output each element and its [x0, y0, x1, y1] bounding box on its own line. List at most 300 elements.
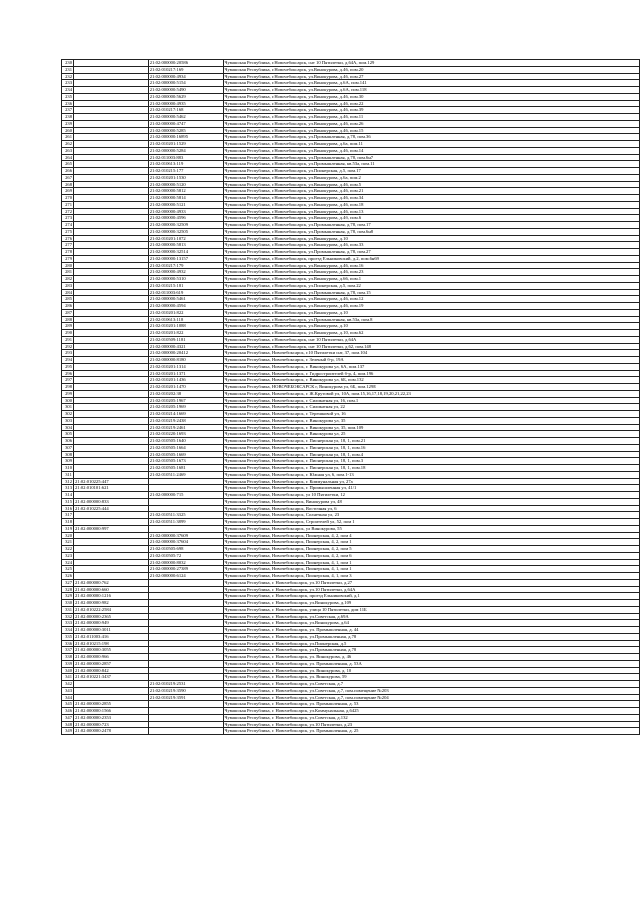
address-cell: Чувашская Республика, г. Новочебоксарск, ул.Винокурова, д.64: [223, 620, 640, 627]
object-cadastral-number-cell: [148, 627, 223, 634]
object-cadastral-number-cell: 21:02:010214:1669: [148, 411, 223, 418]
address-cell: Чувашская Республика, г.Новочебоксарск, ул.Винокурова, д.46, пом.20: [223, 66, 640, 73]
row-number-cell: 291: [62, 336, 74, 343]
address-cell: Чувашская Республика, г. Новочебоксарск, ул. Промышленная, д. 53: [223, 701, 640, 708]
row-number-cell: 263: [62, 147, 74, 154]
object-cadastral-number-cell: 21:02:010205:1967: [148, 397, 223, 404]
table-row: [62, 465, 640, 472]
object-cadastral-number-cell: 21:02:010219:3590: [148, 687, 223, 694]
object-cadastral-number-cell: 21:02:000000:5813: [148, 242, 223, 249]
table-row: [62, 181, 640, 188]
table-row: [62, 546, 640, 553]
table-row: [62, 505, 640, 512]
address-cell: Чувашская Республика, г.Новочебоксарск, ул.Винокурова, д.46, пом.30: [223, 93, 640, 100]
table-row: [62, 195, 640, 202]
address-cell: Чувашская Республика, Новочебоксарск, г. Винокурова ул, 6А, пом.137: [223, 363, 640, 370]
object-cadastral-number-cell: 21:02:000000:4934: [148, 73, 223, 80]
object-cadastral-number-cell: 21:02:010505:698: [148, 546, 223, 553]
row-number-cell: 301: [62, 404, 74, 411]
row-number-cell: 322: [62, 546, 74, 553]
object-cadastral-number-cell: 21:02:000000:20586: [148, 60, 223, 67]
address-cell: Чувашская Республика, г.Новочебоксарск, ул.Винокурова, д.46, пом.11: [223, 114, 640, 121]
row-number-cell: 235: [62, 93, 74, 100]
table-row: [62, 586, 640, 593]
land-cadastral-number-cell: [73, 566, 148, 573]
address-cell: Чувашская Республика, г.Новочебоксарск, ул.Промышленная, д.78, пом.36: [223, 134, 640, 141]
object-cadastral-number-cell: 21:02:000000:37609: [148, 532, 223, 539]
object-cadastral-number-cell: 21:02:010201:1371: [148, 370, 223, 377]
land-cadastral-number-cell: [73, 694, 148, 701]
address-cell: Чувашская Республика, г.Новочебоксарск, проезд Ельниковский, д.2, пом.6н69: [223, 255, 640, 262]
table-row: [62, 701, 640, 708]
object-cadastral-number-cell: 21:02:010505:1673: [148, 458, 223, 465]
land-cadastral-number-cell: [73, 417, 148, 424]
land-cadastral-number-cell: [73, 343, 148, 350]
land-cadastral-number-cell: [73, 215, 148, 222]
address-cell: Чувашская Республика, г.Новочебоксарск, ул.Винокурова, д.46, пом.33: [223, 242, 640, 249]
table-row: [62, 377, 640, 384]
table-row: [62, 485, 640, 492]
land-cadastral-number-cell: 21:02:000000:1566: [73, 708, 148, 715]
object-cadastral-number-cell: 21:02:000000:5462: [148, 114, 223, 121]
row-number-cell: 314: [62, 492, 74, 499]
address-cell: Чувашская Республика, Новочебоксарск, г. Винокурова ул, 35, пом.109: [223, 424, 640, 431]
land-cadastral-number-cell: [73, 438, 148, 445]
address-cell: Чувашская Республика, г.Новочебоксарск, ул.Винокурова, д.46, пом.18: [223, 201, 640, 208]
row-number-cell: 336: [62, 640, 74, 647]
address-cell: Чувашская Республика, Новочебоксарск, Восточная ул, 6: [223, 505, 640, 512]
address-cell: Чувашская Республика, г. Новочебоксарск, ул.10 Пятилетки, д.23: [223, 721, 640, 728]
land-cadastral-number-cell: [73, 687, 148, 694]
object-cadastral-number-cell: 21:02:000000:4596: [148, 215, 223, 222]
address-cell: Чувашская Республика, г.Новочебоксарск, ул.Винокурова, д.6а, пом.11: [223, 141, 640, 148]
land-cadastral-number-cell: [73, 93, 148, 100]
address-cell: Чувашская Республика, г.Новочебоксарск, ул.Винокурова, д.66, пом.1: [223, 276, 640, 283]
land-cadastral-number-cell: [73, 235, 148, 242]
row-number-cell: 335: [62, 633, 74, 640]
address-cell: Чувашская Республика, г.Новочебоксарск, ул.Винокурова, д.46, пом.16: [223, 262, 640, 269]
row-number-cell: 280: [62, 262, 74, 269]
land-cadastral-number-cell: [73, 519, 148, 526]
row-number-cell: 305: [62, 431, 74, 438]
object-cadastral-number-cell: 21:02:010217:168: [148, 107, 223, 114]
table-row: [62, 201, 640, 208]
land-cadastral-number-cell: 21:02:000000:997: [73, 525, 148, 532]
land-cadastral-number-cell: [73, 269, 148, 276]
table-row: [62, 411, 640, 418]
table-row: [62, 235, 640, 242]
land-cadastral-number-cell: [73, 66, 148, 73]
row-number-cell: 293: [62, 350, 74, 357]
row-number-cell: 312: [62, 478, 74, 485]
address-cell: Чувашская Республика, г.Новочебоксарск, ул.Винокурова, д.46, пом.27: [223, 73, 640, 80]
row-number-cell: 302: [62, 411, 74, 418]
address-cell: Чувашская Республика, Новочебоксарск, Пионерская, 4, 2, пом 1: [223, 539, 640, 546]
row-number-cell: 278: [62, 249, 74, 256]
land-cadastral-number-cell: [73, 323, 148, 330]
table-row: [62, 498, 640, 505]
object-cadastral-number-cell: 21:02:010219:3591: [148, 694, 223, 701]
row-number-cell: 323: [62, 552, 74, 559]
table-row: [62, 478, 640, 485]
row-number-cell: 345: [62, 701, 74, 708]
address-cell: Чувашская Республика, Новочебоксарск, г. Винокурова ул, 6Б, пом.132: [223, 377, 640, 384]
table-row: [62, 674, 640, 681]
row-number-cell: 318: [62, 519, 74, 526]
address-cell: Чувашская Республика, г.Новочебоксарск, ул.Винокурова, д.46, пом.5: [223, 181, 640, 188]
object-cadastral-number-cell: 21:02:010201:1529: [148, 141, 223, 148]
address-cell: Чувашская Республика, Новочебоксарск, г. Пионерская ул, 18, 1, пом.3: [223, 458, 640, 465]
land-cadastral-number-cell: [73, 208, 148, 215]
object-cadastral-number-cell: [148, 579, 223, 586]
row-number-cell: 328: [62, 586, 74, 593]
row-number-cell: 234: [62, 87, 74, 94]
row-number-cell: 303: [62, 417, 74, 424]
address-cell: Чувашская Республика, Новочебоксарск, г. Коммунальная ул, 27а: [223, 478, 640, 485]
table-row: [62, 120, 640, 127]
row-number-cell: 304: [62, 424, 74, 431]
address-cell: Чувашская Республика, Новочебоксарск, ул Винокурова, 55: [223, 525, 640, 532]
object-cadastral-number-cell: 21:02:010219:2438: [148, 417, 223, 424]
address-cell: Чувашская Республика, Новочебоксарск, г. Винокурова ул, 25: [223, 431, 640, 438]
address-cell: Чувашская Республика, г. Новочебоксарск, ул. Промышленная, д. 44: [223, 627, 640, 634]
address-cell: Чувашская Республика, г. Новочебоксарск, проезд Ельниковский, д.1: [223, 593, 640, 600]
table-row: [62, 458, 640, 465]
row-number-cell: 239: [62, 120, 74, 127]
address-cell: Чувашская Республика, г.Новочебоксарск, ул.Промышленная, кв.53а, пом.8: [223, 316, 640, 323]
land-cadastral-number-cell: [73, 141, 148, 148]
object-cadastral-number-cell: [148, 478, 223, 485]
land-cadastral-number-cell: 21:02:010225:444: [73, 505, 148, 512]
address-cell: Чувашская Республика, г.Новочебоксарск, ул.Винокурова, д.10: [223, 235, 640, 242]
object-cadastral-number-cell: [148, 674, 223, 681]
object-cadastral-number-cell: 21:02:000000:5310: [148, 276, 223, 283]
address-cell: Чувашская Республика, г. Новочебоксарск, ул.10 Пятилетки, д.27: [223, 579, 640, 586]
table-row: [62, 249, 640, 256]
object-cadastral-number-cell: 21:02:000000:16895: [148, 134, 223, 141]
address-cell: Чувашская Республика, г. Новочебоксарск, ул.10 Пятилетки, д.64А: [223, 586, 640, 593]
address-cell: Чувашская Республика, Новочебоксарск, Солнечная ул, 23: [223, 512, 640, 519]
table-row: [62, 654, 640, 661]
land-cadastral-number-cell: [73, 60, 148, 67]
object-cadastral-number-cell: 21:02:010201:1436: [148, 377, 223, 384]
address-cell: Чувашская Республика, Новочебоксарск, г. Зеленый б-р, 19А: [223, 357, 640, 364]
row-number-cell: 333: [62, 620, 74, 627]
object-cadastral-number-cell: 21:02:000000:6124: [148, 573, 223, 580]
object-cadastral-number-cell: 21:02:010505:72: [148, 552, 223, 559]
object-cadastral-number-cell: [148, 525, 223, 532]
table-row: [62, 492, 640, 499]
row-number-cell: 300: [62, 397, 74, 404]
address-cell: Чувашская Республика, Новочебоксарск, Винокурова ул, 48: [223, 498, 640, 505]
address-cell: Чувашская Республика, г.Новочебоксарск, ул.Винокурова, д.6а, пом.2: [223, 174, 640, 181]
row-number-cell: 320: [62, 532, 74, 539]
table-row: [62, 208, 640, 215]
land-cadastral-number-cell: [73, 451, 148, 458]
row-number-cell: 237: [62, 107, 74, 114]
object-cadastral-number-cell: [148, 593, 223, 600]
land-cadastral-number-cell: [73, 168, 148, 175]
row-number-cell: 295: [62, 363, 74, 370]
row-number-cell: 298: [62, 384, 74, 391]
object-cadastral-number-cell: 21:02:010217:179: [148, 262, 223, 269]
object-cadastral-number-cell: 21:02:000000:4933: [148, 208, 223, 215]
land-cadastral-number-cell: [73, 397, 148, 404]
land-cadastral-number-cell: 21:02:000000:966: [73, 654, 148, 661]
table-row: [62, 667, 640, 674]
object-cadastral-number-cell: [148, 498, 223, 505]
object-cadastral-number-cell: 21:02:010511:2469: [148, 471, 223, 478]
land-cadastral-number-cell: [73, 80, 148, 87]
object-cadastral-number-cell: [148, 721, 223, 728]
address-cell: Чувашская Республика, г.Новочебоксарск, ул.Винокурова, д.46, пом.21: [223, 188, 640, 195]
land-cadastral-number-cell: 21:02:000000:2478: [73, 728, 148, 735]
table-row: [62, 107, 640, 114]
table-row: [62, 525, 640, 532]
address-cell: Чувашская Республика, г.Новочебоксарск, ул.Винокурова, д.46, пом.19: [223, 303, 640, 310]
address-cell: Чувашская Республика, г. Новочебоксарск, улица 10 Пятилетки, дом 11Б: [223, 606, 640, 613]
row-number-cell: 277: [62, 242, 74, 249]
table-row: [62, 593, 640, 600]
object-cadastral-number-cell: 21:02:010505:1640: [148, 438, 223, 445]
row-number-cell: 324: [62, 559, 74, 566]
row-number-cell: 346: [62, 708, 74, 715]
table-row: [62, 343, 640, 350]
row-number-cell: 260: [62, 127, 74, 134]
row-number-cell: 334: [62, 627, 74, 634]
object-cadastral-number-cell: 21:02:000000:4935: [148, 100, 223, 107]
object-cadastral-number-cell: 21:02:010505:1669: [148, 451, 223, 458]
land-cadastral-number-cell: [73, 471, 148, 478]
object-cadastral-number-cell: [148, 485, 223, 492]
land-cadastral-number-cell: [73, 255, 148, 262]
address-cell: Чувашская Республика, Новочебоксарск, г. Силикатная ул, 22: [223, 404, 640, 411]
object-cadastral-number-cell: 21:02:010215:181: [148, 282, 223, 289]
object-cadastral-number-cell: 21:02:000000:5120: [148, 181, 223, 188]
object-cadastral-number-cell: 21:02:000000:8032: [148, 559, 223, 566]
table-row: [62, 303, 640, 310]
object-cadastral-number-cell: [148, 633, 223, 640]
table-row: [62, 309, 640, 316]
table-row: [62, 620, 640, 627]
table-row: [62, 289, 640, 296]
address-cell: Чувашская Республика, Новочебоксарск, г. Винокурова ул, 35: [223, 417, 640, 424]
row-number-cell: 315: [62, 498, 74, 505]
table-row: [62, 370, 640, 377]
object-cadastral-number-cell: 21:02:000000:20412: [148, 350, 223, 357]
address-cell: Чувашская Республика, г.Новочебоксарск, ул.Винокурова, д.6А, пом.118: [223, 87, 640, 94]
land-cadastral-number-cell: 21:02:000000:833: [73, 498, 148, 505]
land-cadastral-number-cell: [73, 316, 148, 323]
object-cadastral-number-cell: 21:02:010201:1088: [148, 323, 223, 330]
row-number-cell: 267: [62, 174, 74, 181]
table-row: [62, 350, 640, 357]
document-table: [61, 59, 640, 735]
address-cell: Чувашская Республика, Новочебоксарск, г. Пионерская ул, 18, 1, пом.16: [223, 444, 640, 451]
address-cell: Чувашская Республика, г.Новочебоксарск, ул.Промышленная, д.78, пом.15: [223, 289, 640, 296]
table-row: [62, 532, 640, 539]
land-cadastral-number-cell: [73, 411, 148, 418]
row-number-cell: 294: [62, 357, 74, 364]
table-row: [62, 397, 640, 404]
row-number-cell: 331: [62, 606, 74, 613]
land-cadastral-number-cell: [73, 262, 148, 269]
object-cadastral-number-cell: 21:02:010201:1072: [148, 235, 223, 242]
address-cell: Чувашская Республика, г.Новочебоксарск, снт 10 Пятилетки, д.64А: [223, 336, 640, 343]
row-number-cell: 288: [62, 316, 74, 323]
land-cadastral-number-cell: 21:02:000000:2365: [73, 613, 148, 620]
address-cell: Чувашская Республика, г. Новочебоксарск, ул.Пионерская, д.5: [223, 640, 640, 647]
land-cadastral-number-cell: [73, 201, 148, 208]
table-row: [62, 471, 640, 478]
object-cadastral-number-cell: 21:02:000000:4594: [148, 303, 223, 310]
address-cell: Чувашская Республика, г.Новочебоксарск, снт 10 Пятилетки, д.64А, пом.129: [223, 60, 640, 67]
table-row: [62, 613, 640, 620]
table-row: [62, 559, 640, 566]
object-cadastral-number-cell: 21:02:000000:5121: [148, 201, 223, 208]
address-cell: Чувашская Республика, г. Новочебоксарск, ул.Советская, д.7, пом.помещение №203: [223, 687, 640, 694]
land-cadastral-number-cell: [73, 681, 148, 688]
object-cadastral-number-cell: 21:02:000000:5812: [148, 188, 223, 195]
object-cadastral-number-cell: 21:02:010613:118: [148, 316, 223, 323]
table-row: [62, 714, 640, 721]
table-row: [62, 417, 640, 424]
land-cadastral-number-cell: [73, 127, 148, 134]
land-cadastral-number-cell: [73, 296, 148, 303]
land-cadastral-number-cell: [73, 100, 148, 107]
table-row: [62, 708, 640, 715]
address-cell: Чувашская Республика, Новочебоксарск, ул 10 Пятилетки, 12: [223, 492, 640, 499]
row-number-cell: 271: [62, 201, 74, 208]
table-row: [62, 174, 640, 181]
object-cadastral-number-cell: [148, 667, 223, 674]
land-cadastral-number-cell: [73, 249, 148, 256]
address-cell: Чувашская Республика, г.Новочебоксарск, ул.Промышленная, д.78, пом.17: [223, 222, 640, 229]
land-cadastral-number-cell: [73, 242, 148, 249]
row-number-cell: 272: [62, 208, 74, 215]
address-cell: Чувашская Республика, г.Новочебоксарск, ул.Винокурова, д.46, пом.23: [223, 269, 640, 276]
table-row: [62, 276, 640, 283]
table-row: [62, 728, 640, 735]
land-cadastral-number-cell: [73, 404, 148, 411]
object-cadastral-number-cell: [148, 640, 223, 647]
land-cadastral-number-cell: [73, 546, 148, 553]
address-cell: Чувашская Республика, г.Новочебоксарск, ул.Винокурова, д.10: [223, 309, 640, 316]
object-cadastral-number-cell: [148, 714, 223, 721]
object-cadastral-number-cell: 21:02:010201:822: [148, 330, 223, 337]
table-row: [62, 357, 640, 364]
table-row: [62, 600, 640, 607]
address-cell: Чувашская Республика, Новочебоксарск, г. Пионерская ул, 18, 1, пом.21: [223, 438, 640, 445]
object-cadastral-number-cell: 21:02:000000:5814: [148, 195, 223, 202]
land-cadastral-number-cell: 21:02:000000:949: [73, 620, 148, 627]
row-number-cell: 276: [62, 235, 74, 242]
address-cell: Чувашская Республика, Новочебоксарск, г. Промышленная ул, 41/1: [223, 485, 640, 492]
address-cell: Чувашская Республика, г.Новочебоксарск, ул.Винокурова, д.46, пом.15: [223, 127, 640, 134]
address-cell: Чувашская Республика, Новочебоксарск, г. Терешковой ул, 16: [223, 411, 640, 418]
object-cadastral-number-cell: 21:02:010505:1664: [148, 444, 223, 451]
address-cell: Чувашская Республика, г.Новочебоксарск, снт 10 Пятилетки, д.62, пом.148: [223, 343, 640, 350]
object-cadastral-number-cell: 21:02:000000:32505: [148, 228, 223, 235]
land-cadastral-number-cell: [73, 87, 148, 94]
land-cadastral-number-cell: [73, 424, 148, 431]
land-cadastral-number-cell: 21:02:000000:3055: [73, 647, 148, 654]
land-cadastral-number-cell: 21:02:000000:2855: [73, 701, 148, 708]
land-cadastral-number-cell: [73, 431, 148, 438]
row-number-cell: 283: [62, 282, 74, 289]
land-cadastral-number-cell: [73, 492, 148, 499]
row-number-cell: 311: [62, 471, 74, 478]
table-row: [62, 647, 640, 654]
row-number-cell: 296: [62, 370, 74, 377]
table-row: [62, 627, 640, 634]
land-cadastral-number-cell: [73, 350, 148, 357]
object-cadastral-number-cell: [148, 701, 223, 708]
row-number-cell: 238: [62, 114, 74, 121]
row-number-cell: 309: [62, 458, 74, 465]
table-row: [62, 154, 640, 161]
row-number-cell: 337: [62, 647, 74, 654]
land-cadastral-number-cell: [73, 188, 148, 195]
land-cadastral-number-cell: [73, 532, 148, 539]
table-row: [62, 269, 640, 276]
address-cell: Чувашская Республика, г. Новочебоксарск, ул.Винокурова, д.109: [223, 600, 640, 607]
object-cadastral-number-cell: 21:02:010217:169: [148, 66, 223, 73]
table-row: [62, 60, 640, 67]
address-cell: Чувашская Республика, Новочебоксарск, г. Южная ул, 6, пом.1-13: [223, 471, 640, 478]
object-cadastral-number-cell: 21:02:000000:32514: [148, 249, 223, 256]
row-number-cell: 292: [62, 343, 74, 350]
row-number-cell: 338: [62, 654, 74, 661]
land-cadastral-number-cell: [73, 282, 148, 289]
table-row: [62, 168, 640, 175]
object-cadastral-number-cell: 21:02:000000:5629: [148, 93, 223, 100]
object-cadastral-number-cell: [148, 620, 223, 627]
row-number-cell: 266: [62, 168, 74, 175]
land-cadastral-number-cell: [73, 154, 148, 161]
object-cadastral-number-cell: 21:02:010202:38: [148, 390, 223, 397]
row-number-cell: 265: [62, 161, 74, 168]
address-cell: Чувашская Республика, НОВОЧЕБОКСАРСК г, Винокурова ул, 6Б, пом.129Е: [223, 384, 640, 391]
address-cell: Чувашская Республика, г. Новочебоксарск, ул. Винокурова, 59: [223, 674, 640, 681]
address-cell: Чувашская Республика, г.Новочебоксарск, ул.Промышленная, кв.53а, пом.11: [223, 161, 640, 168]
table-row: [62, 681, 640, 688]
table-row: [62, 404, 640, 411]
land-cadastral-number-cell: [73, 573, 148, 580]
row-number-cell: 289: [62, 323, 74, 330]
object-cadastral-number-cell: 21:02:010219:2461: [148, 424, 223, 431]
address-cell: Чувашская Республика, г.Новочебоксарск, ул.Пионерская, д.5, пом.22: [223, 282, 640, 289]
land-cadastral-number-cell: 21:02:000000:762: [73, 579, 148, 586]
row-number-cell: 269: [62, 188, 74, 195]
land-cadastral-number-cell: 21:02:010222:2584: [73, 606, 148, 613]
object-cadastral-number-cell: 21:02:000000:13157: [148, 255, 223, 262]
table-row: [62, 80, 640, 87]
table-row: [62, 73, 640, 80]
row-number-cell: 286: [62, 303, 74, 310]
table-row: [62, 431, 640, 438]
land-cadastral-number-cell: 21:02:000000:1216: [73, 593, 148, 600]
table-row: [62, 640, 640, 647]
land-cadastral-number-cell: [73, 330, 148, 337]
table-row: [62, 694, 640, 701]
land-cadastral-number-cell: [73, 276, 148, 283]
row-number-cell: 313: [62, 485, 74, 492]
table-row: [62, 141, 640, 148]
table-row: [62, 451, 640, 458]
land-cadastral-number-cell: [73, 73, 148, 80]
land-cadastral-number-cell: 21:02:000000:982: [73, 600, 148, 607]
